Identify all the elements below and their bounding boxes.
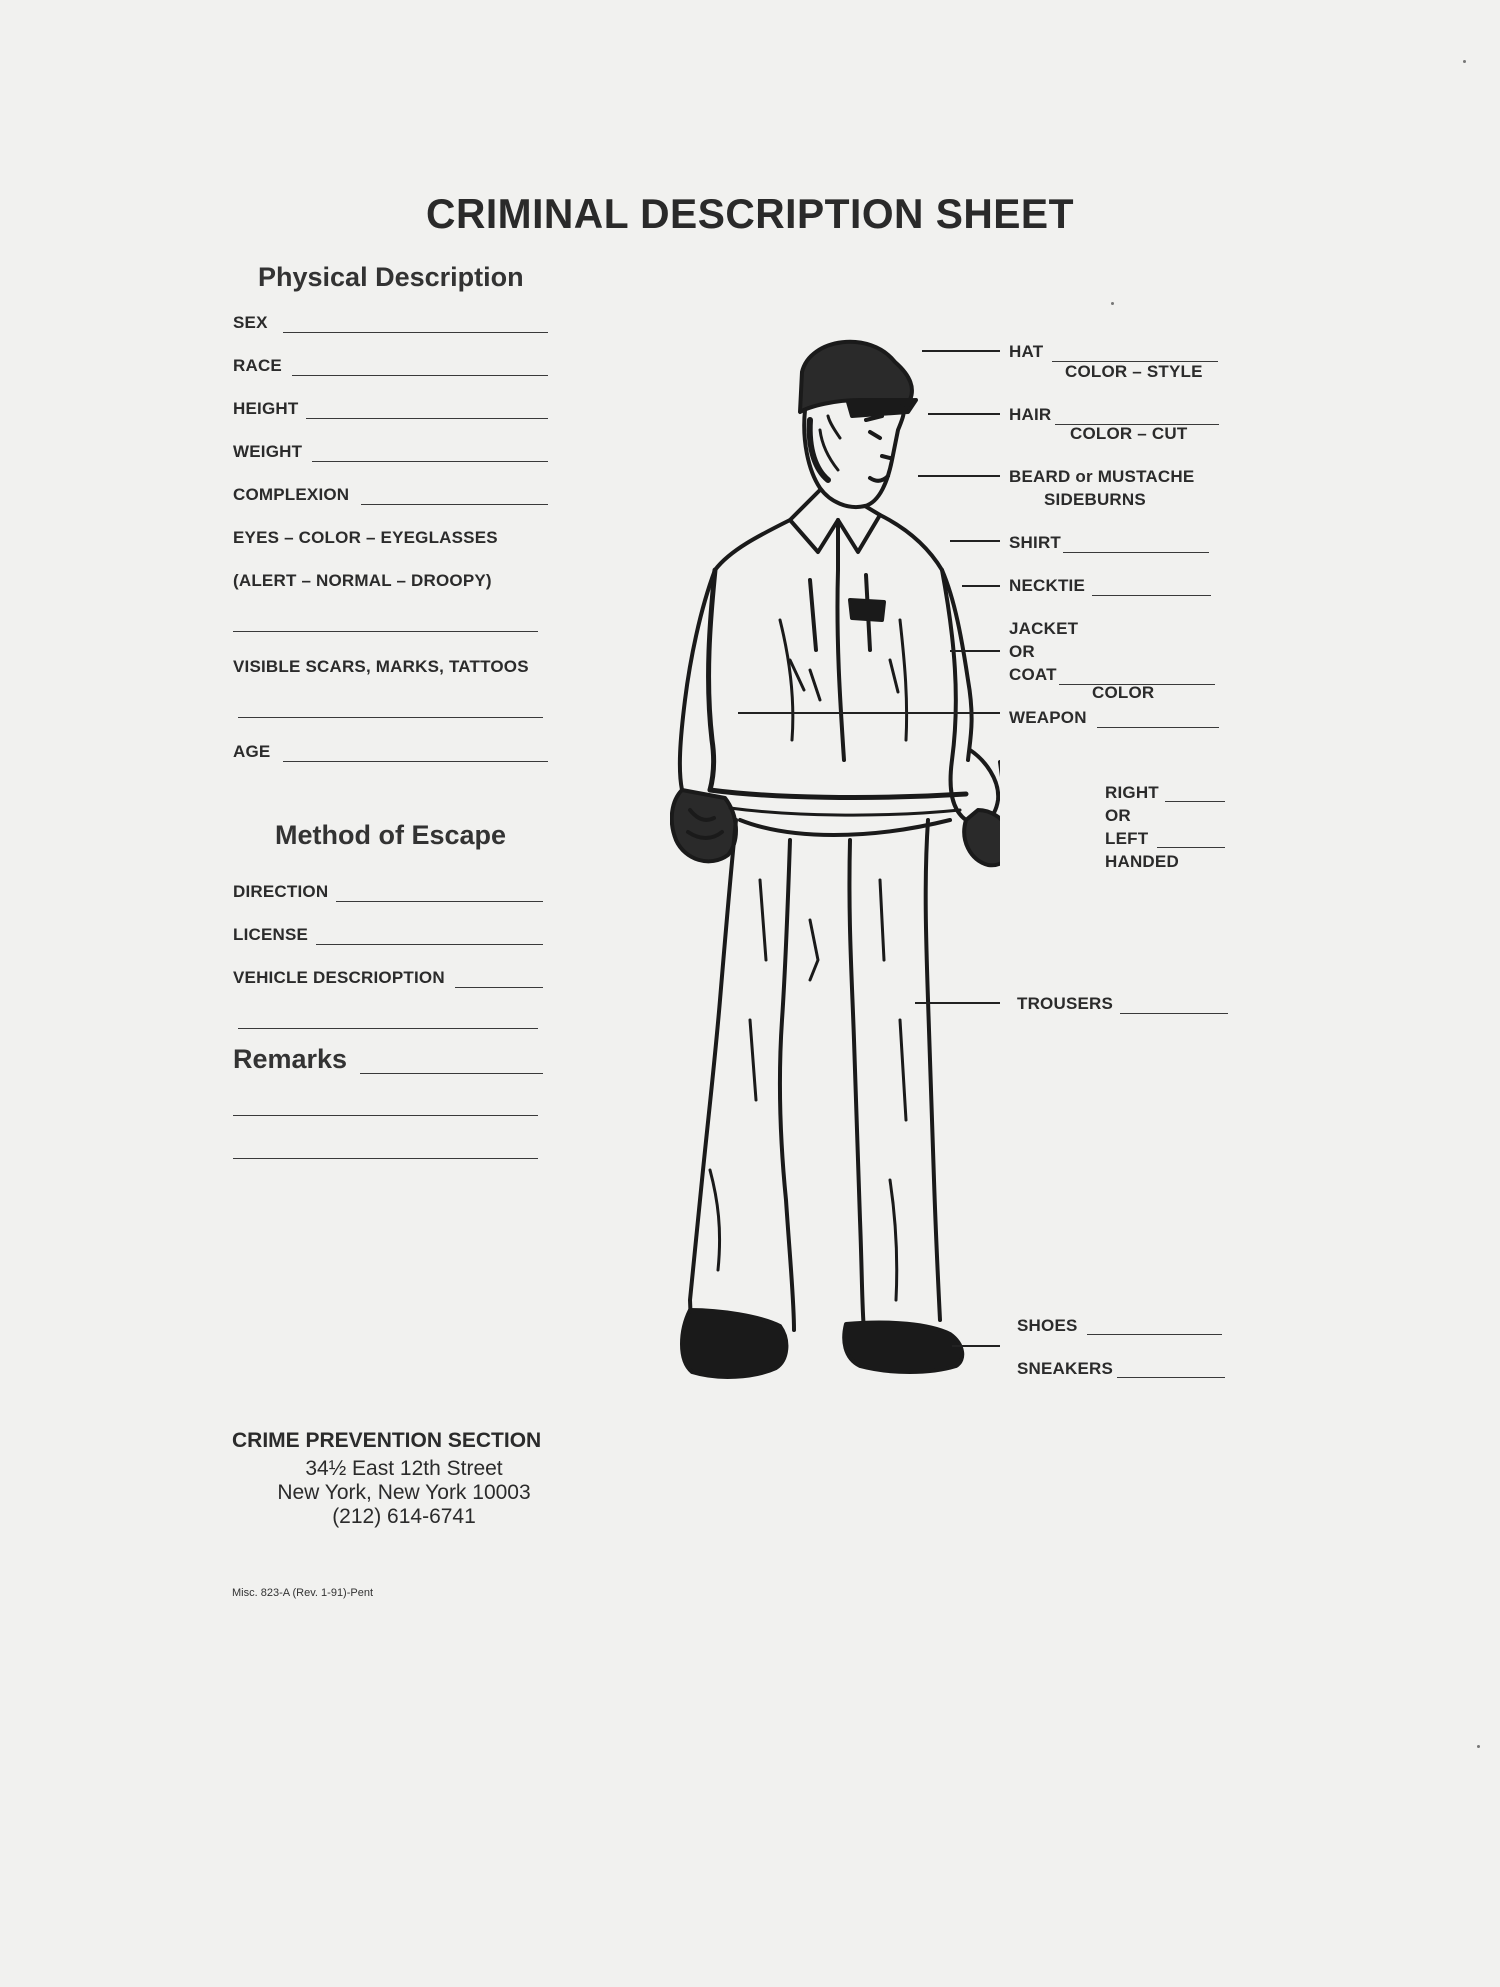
race-field[interactable] bbox=[292, 375, 548, 376]
trousers-label: TROUSERS bbox=[1017, 994, 1114, 1013]
left-label: LEFT bbox=[1105, 829, 1149, 848]
address-line-1: 34½ East 12th Street bbox=[305, 1457, 503, 1480]
shoes-leader bbox=[952, 1345, 1000, 1347]
remarks-field-3[interactable] bbox=[233, 1158, 538, 1159]
jacket-label: JACKET bbox=[1009, 619, 1079, 638]
jacket-leader bbox=[950, 650, 1000, 652]
weight-label: WEIGHT bbox=[233, 442, 303, 461]
complexion-field[interactable] bbox=[361, 504, 548, 505]
hair-label: HAIR bbox=[1009, 405, 1052, 424]
or-label-2: OR bbox=[1105, 806, 1131, 825]
race-label: RACE bbox=[233, 356, 282, 375]
necktie-field[interactable] bbox=[1092, 595, 1211, 596]
shirt-leader bbox=[950, 540, 1000, 542]
eyes-label: EYES – COLOR – EYEGLASSES bbox=[233, 528, 498, 547]
left-handed-field[interactable] bbox=[1157, 847, 1225, 848]
hat-label: HAT bbox=[1009, 342, 1044, 361]
method-of-escape-heading: Method of Escape bbox=[275, 820, 507, 850]
license-label: LICENSE bbox=[233, 925, 309, 944]
beard-label: BEARD or MUSTACHE bbox=[1009, 467, 1195, 486]
scars-label: VISIBLE SCARS, MARKS, TATTOOS bbox=[233, 657, 529, 676]
sneakers-label: SNEAKERS bbox=[1017, 1359, 1114, 1378]
sideburns-label: SIDEBURNS bbox=[1044, 490, 1146, 509]
hair-sub-label: COLOR – CUT bbox=[1070, 424, 1188, 443]
age-label: AGE bbox=[233, 742, 271, 761]
phone-number: (212) 614-6741 bbox=[332, 1505, 476, 1528]
beard-leader bbox=[918, 475, 1000, 477]
physical-description-heading: Physical Description bbox=[258, 262, 524, 292]
scars-field[interactable] bbox=[238, 717, 543, 718]
coat-sub-label: COLOR bbox=[1092, 683, 1155, 702]
hair-leader bbox=[928, 413, 1000, 415]
scan-speck bbox=[1111, 302, 1114, 305]
handed-label: HANDED bbox=[1105, 852, 1179, 871]
height-label: HEIGHT bbox=[233, 399, 299, 418]
coat-label: COAT bbox=[1009, 665, 1057, 684]
or-label-1: OR bbox=[1009, 642, 1035, 661]
shoes-field[interactable] bbox=[1087, 1334, 1222, 1335]
weapon-field[interactable] bbox=[1097, 727, 1219, 728]
weight-field[interactable] bbox=[312, 461, 548, 462]
age-field[interactable] bbox=[283, 761, 548, 762]
direction-field[interactable] bbox=[336, 901, 543, 902]
necktie-label: NECKTIE bbox=[1009, 576, 1086, 595]
sneakers-field[interactable] bbox=[1117, 1377, 1225, 1378]
direction-label: DIRECTION bbox=[233, 882, 329, 901]
eyes-field[interactable] bbox=[233, 631, 538, 632]
license-field[interactable] bbox=[316, 944, 543, 945]
sex-field[interactable] bbox=[283, 332, 548, 333]
shirt-label: SHIRT bbox=[1009, 533, 1061, 552]
page-title: CRIMINAL DESCRIPTION SHEET bbox=[426, 190, 1074, 237]
address-line-2: New York, New York 10003 bbox=[277, 1481, 531, 1504]
trousers-leader bbox=[915, 1002, 1000, 1004]
right-label: RIGHT bbox=[1105, 783, 1159, 802]
scan-speck bbox=[1463, 60, 1466, 63]
sex-label: SEX bbox=[233, 313, 268, 332]
remarks-field-1[interactable] bbox=[360, 1073, 543, 1074]
height-field[interactable] bbox=[306, 418, 548, 419]
weapon-leader bbox=[738, 712, 1000, 714]
hat-leader bbox=[922, 350, 1000, 352]
vehicle-label: VEHICLE DESCRIOPTION bbox=[233, 968, 445, 987]
shirt-field[interactable] bbox=[1063, 552, 1209, 553]
eyes-options-label: (ALERT – NORMAL – DROOPY) bbox=[233, 571, 492, 590]
vehicle-field[interactable] bbox=[455, 987, 543, 988]
trousers-field[interactable] bbox=[1120, 1013, 1228, 1014]
form-number: Misc. 823-A (Rev. 1-91)-Pent bbox=[232, 1587, 374, 1599]
shoes-label: SHOES bbox=[1017, 1316, 1078, 1335]
suspect-figure-illustration bbox=[670, 320, 1000, 1390]
organization-name: CRIME PREVENTION SECTION bbox=[232, 1429, 542, 1452]
necktie-leader bbox=[962, 585, 1000, 587]
scan-speck bbox=[1477, 1745, 1480, 1748]
vehicle-field-extra[interactable] bbox=[238, 1028, 538, 1029]
right-handed-field[interactable] bbox=[1165, 801, 1225, 802]
remarks-field-2[interactable] bbox=[233, 1115, 538, 1116]
hat-sub-label: COLOR – STYLE bbox=[1065, 362, 1203, 381]
remarks-label: Remarks bbox=[233, 1044, 348, 1074]
weapon-label: WEAPON bbox=[1009, 708, 1087, 727]
complexion-label: COMPLEXION bbox=[233, 485, 350, 504]
